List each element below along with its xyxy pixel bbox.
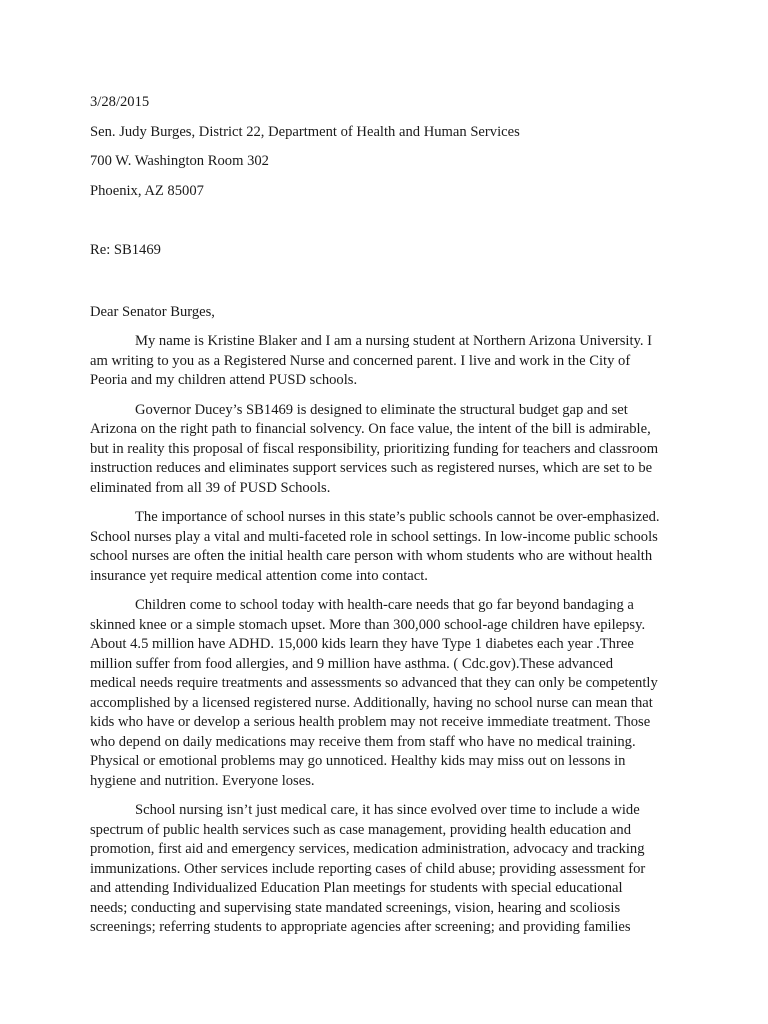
paragraph-line: skinned knee or a simple stomach upset. More than 300,000 school-age children have epilepsy. — [90, 616, 646, 633]
recipient-line: Phoenix, AZ 85007 — [90, 182, 204, 199]
letter-body — [90, 332, 664, 938]
paragraph-line: Peoria and my children attend PUSD schools. — [90, 372, 358, 388]
paragraph-line: insurance yet require medical attention come into contact. — [90, 567, 428, 584]
paragraph-line: accomplished by a licensed registered nurse. Additionally, having no school nurse can mean that — [90, 694, 653, 711]
paragraph-line: instruction reduces and eliminates support services such as registered nurses, which are set to be — [90, 460, 653, 476]
paragraph-line: About 4.5 million have ADHD. 15,000 kids learn they have Type 1 diabetes each year .Three — [90, 636, 634, 652]
salutation: Dear Senator Burges, — [90, 303, 215, 320]
body-paragraph — [90, 332, 664, 391]
subject-line: Re: SB1469 — [90, 242, 161, 258]
paragraph-line: The importance of school nurses in this state’s public schools cannot be over-emphasized. — [135, 509, 660, 525]
paragraph-line: needs; conducting and supervising state mandated screenings, vision, hearing and scoliosis — [90, 899, 621, 916]
recipient-line: Sen. Judy Burges, District 22, Department of Health and Human Services — [90, 123, 520, 140]
body-paragraph — [90, 596, 664, 791]
paragraph-line: and attending Individualized Education Plan meetings for students with special educational — [90, 880, 623, 896]
letter-date: 3/28/2015 — [90, 94, 150, 110]
recipient-line: 700 W. Washington Room 302 — [90, 153, 269, 169]
paragraph-line: Arizona on the right path to financial solvency. On face value, the intent of the bill is admirable, — [90, 421, 651, 437]
paragraph-line: hygiene and nutrition. Everyone loses. — [90, 772, 315, 789]
paragraph-line: million suffer from food allergies, and 9 million have asthma. ( Cdc.gov).These advanced — [90, 655, 614, 672]
paragraph-line: Physical or emotional problems may go unnoticed. Healthy kids may miss out on lessons in — [90, 753, 626, 769]
body-paragraph — [90, 401, 664, 499]
paragraph-line: am writing to you as a Registered Nurse and concerned parent. I live and work in the City of — [90, 352, 631, 369]
paragraph-line: My name is Kristine Blaker and I am a nursing student at Northern Arizona University. I — [135, 333, 653, 349]
paragraph-line: school nurses are often the initial health care person with whom students who are without health — [90, 548, 653, 564]
paragraph-line: who depend on daily medications may receive them from staff who have no medical training. — [90, 733, 636, 750]
paragraph-line: Children come to school today with health-care needs that go far beyond bandaging a — [135, 597, 634, 613]
recipient-address — [90, 123, 664, 202]
body-paragraph — [90, 801, 664, 938]
paragraph-line: kids who have or develop a serious health problem may not receive immediate treatment. Those — [90, 714, 651, 730]
paragraph-line: Governor Ducey’s SB1469 is designed to eliminate the structural budget gap and set — [135, 401, 628, 418]
paragraph-line: promotion, first aid and emergency services, medication administration, advocacy and tracking — [90, 841, 645, 857]
paragraph-line: spectrum of public health services such as case management, providing health education and — [90, 821, 632, 838]
paragraph-line: but in reality this proposal of fiscal responsibility, prioritizing funding for teachers and classroom — [90, 440, 659, 457]
paragraph-line: School nursing isn’t just medical care, it has since evolved over time to include a wide — [135, 802, 640, 818]
paragraph-line: screenings; referring students to appropriate agencies after screening; and providing families — [90, 919, 631, 935]
body-paragraph — [90, 508, 664, 586]
paragraph-line: medical needs require treatments and assessments so advanced that they can only be competently — [90, 675, 658, 691]
paragraph-line: immunizations. Other services include reporting cases of child abuse; providing assessment for — [90, 860, 646, 877]
paragraph-line: eliminated from all 39 of PUSD Schools. — [90, 479, 331, 496]
paragraph-line: School nurses play a vital and multi-faceted role in school settings. In low-income public schools — [90, 528, 658, 545]
